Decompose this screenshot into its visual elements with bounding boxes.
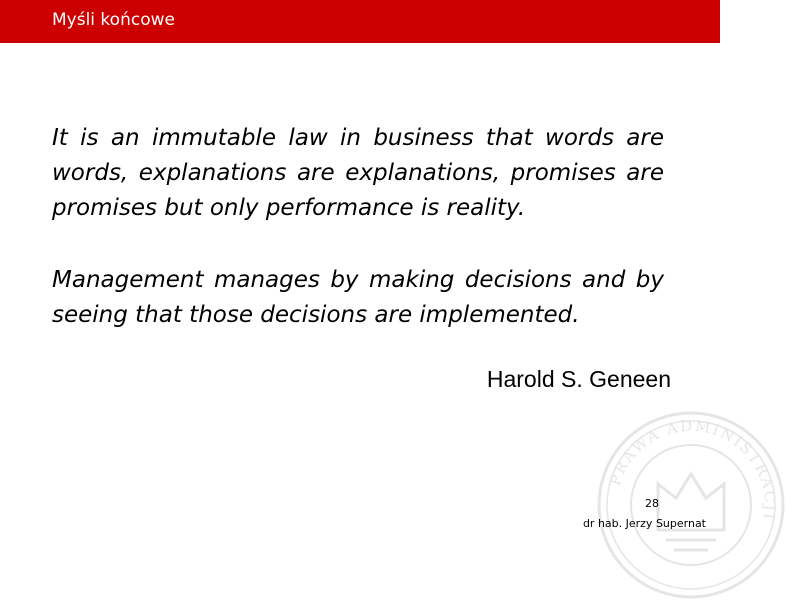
slide-title: Myśli końcowe: [52, 10, 175, 30]
quote-author: Harold S. Geneen: [486, 366, 671, 392]
svg-text:PRAWA ADMINISTRACJI: PRAWA ADMINISTRACJI: [605, 416, 780, 523]
header-bar: [0, 0, 720, 43]
quote-text-1: It is an immutable law in business that words are words, explanations are explanations, promises are promises but only performance is reality.: [52, 125, 664, 221]
university-seal-icon: [596, 410, 786, 600]
page-number: 28: [645, 497, 659, 510]
footer-author: dr hab. Jerzy Supernat: [582, 517, 706, 530]
quote-text-2: Management manages by making decisions and by seeing that those decisions are implemented.: [52, 267, 664, 328]
